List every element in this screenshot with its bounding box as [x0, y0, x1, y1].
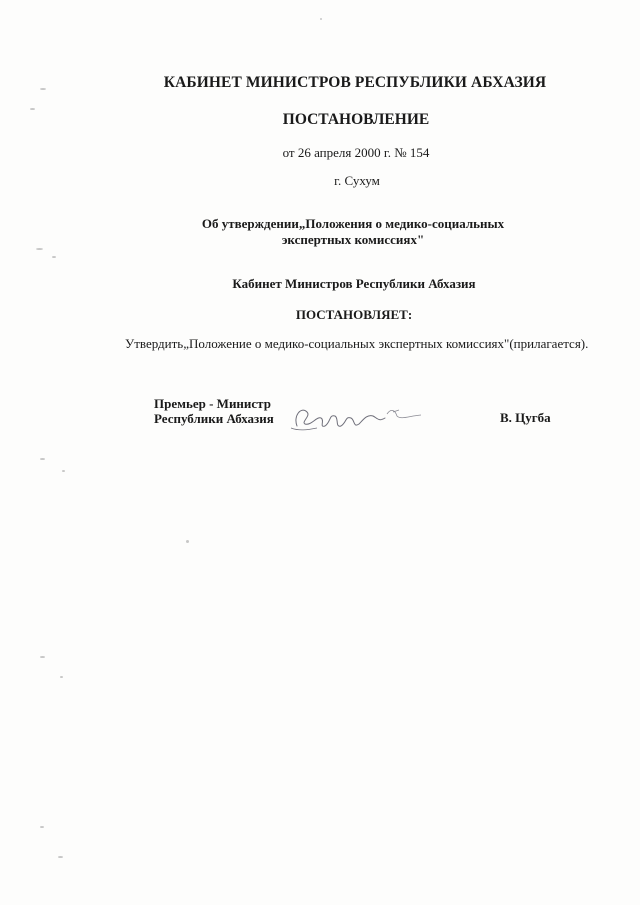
issuer-line: Кабинет Министров Республики Абхазия [232, 276, 476, 291]
scan-speck [40, 826, 44, 828]
subject-line-2: экспертных комиссиях" [281, 232, 425, 247]
scan-speck [40, 458, 45, 460]
scan-speck [62, 470, 65, 472]
position-line-1: Премьер - Министр [154, 396, 271, 411]
scan-speck [60, 676, 63, 678]
subject-line-1: Об утверждении„Положения о медико-социальных [201, 216, 505, 231]
scan-speck [58, 856, 63, 858]
scan-speck [40, 88, 46, 90]
handwritten-signature [287, 398, 427, 438]
document-type-heading: ПОСТАНОВЛЕНИЕ [282, 111, 430, 128]
document-subject [0, 216, 640, 248]
document-city: г. Сухум [334, 173, 380, 188]
scan-speck [320, 18, 322, 20]
position-line-2: Республики Абхазия [154, 411, 274, 426]
scan-speck [36, 248, 43, 250]
signatory-position [154, 396, 274, 426]
scan-speck [30, 108, 35, 110]
document-date-number: от 26 апреля 2000 г. № 154 [282, 145, 430, 160]
scan-speck [186, 540, 189, 543]
signatory-name: В. Цугба [500, 410, 551, 425]
scan-speck [52, 256, 56, 258]
scan-speck [40, 656, 45, 658]
issuing-body-title: КАБИНЕТ МИНИСТРОВ РЕСПУБЛИКИ АБХАЗИЯ [163, 74, 547, 91]
resolution-body: Утвердить„Положение о медико-социальных экспертных комиссиях"(прилагается). [125, 336, 589, 351]
resolves-heading: ПОСТАНОВЛЯЕТ: [295, 307, 413, 322]
